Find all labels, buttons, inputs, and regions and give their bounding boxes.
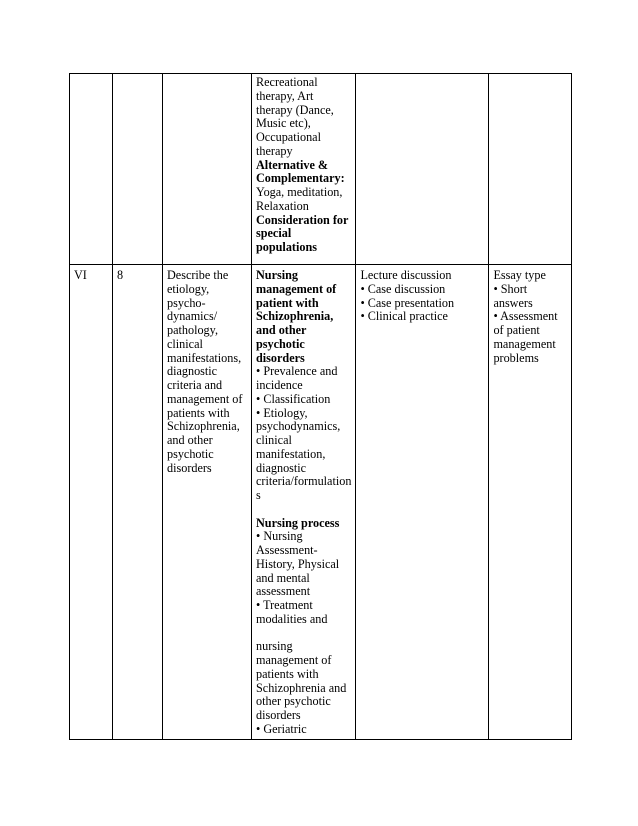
cell-line: Describe the [167,268,229,282]
cell-line: management [493,336,556,351]
cell-line: criteria and [167,378,223,392]
cell-line: Complementary: [256,171,345,186]
cell-line: • Nursing [256,529,303,544]
cell-line: • Short [493,281,528,296]
cell-line: psychodynamics, [256,419,341,434]
cell-line: patient with [256,295,319,310]
cell-line: therapy [256,143,293,158]
cell-line: Schizophrenia and [256,680,347,695]
syllabus-table [69,73,572,740]
cell-line: • Clinical practice [360,309,448,324]
methods-cell [356,74,489,265]
cell-line: nursing [256,639,293,654]
cell-line: psychotic [256,336,305,351]
cell-line: etiology, [167,281,210,296]
cell-line: Schizophrenia, [167,419,240,434]
cell-line: therapy, Art [256,88,314,103]
cell-line: Yoga, meditation, [256,185,343,199]
assessment-cell [489,74,572,265]
cell-line: management of [167,391,243,406]
cell-line: and mental [256,570,310,585]
cell-line: management of [256,653,332,667]
cell-line: other psychotic [256,694,331,709]
cell-line: and other [167,433,213,447]
cell-line: disorders [167,460,212,475]
cell-line: Lecture discussion [360,268,452,282]
unit-number: VI [74,268,87,282]
unit-cell [70,74,113,265]
hours-cell [113,265,163,740]
cell-line: Music etc), [256,116,311,131]
assessment-cell [489,265,572,740]
cell-line: clinical [167,336,203,351]
cell-line: manifestation, [256,446,326,461]
cell-line: therapy (Dance, [256,102,334,117]
cell-line: Relaxation [256,198,309,213]
cell-line: Assessment- [256,543,318,557]
cell-line: Nursing [256,268,298,282]
cell-line [256,503,351,517]
cell-line: • Geriatric [256,721,307,736]
cell-line: • Classification [256,391,331,406]
cell-line: Essay type [493,268,546,282]
cell-line: • Etiology, [256,405,308,420]
cell-line: • Prevalence and [256,364,338,379]
cell-line: Schizophrenia, [256,309,334,324]
cell-line: disorders [256,350,305,365]
content-cell [252,74,356,265]
cell-line: psycho- [167,295,206,310]
cell-line [256,627,351,641]
cell-line: incidence [256,378,303,392]
cell-line: Occupational [256,130,321,144]
cell-line: Alternative & [256,157,329,172]
cell-line: manifestations, [167,350,242,365]
cell-line: History, Physical [256,556,340,571]
cell-line: and other [256,323,307,337]
cell-line: Consideration for [256,212,349,227]
cell-line: criteria/formulation [256,474,352,489]
cell-line: patients with [256,666,319,681]
objectives-cell [163,74,252,265]
cell-line: problems [493,350,539,365]
cell-line: assessment [256,584,311,599]
cell-line: Recreational [256,75,318,89]
hours-value: 8 [117,268,124,282]
content-cell [252,265,356,740]
objectives-cell [163,265,252,740]
methods-cell [356,265,489,740]
hours-cell [113,74,163,265]
cell-line: • Case presentation [360,295,455,310]
table-row [70,74,572,265]
cell-line: of patient [493,323,540,337]
cell-line: clinical [256,433,292,447]
cell-line: • Treatment [256,598,313,612]
cell-line: patients with [167,405,230,420]
cell-line: s [256,488,261,502]
cell-line: psychotic [167,446,214,461]
table-row [70,265,572,740]
cell-line: diagnostic [256,460,307,475]
cell-line: populations [256,240,317,254]
cell-line: pathology, [167,323,218,337]
cell-line: diagnostic [167,364,218,379]
cell-line: answers [493,295,533,310]
cell-line: management of [256,281,337,296]
cell-line: dynamics/ [167,309,218,324]
cell-line: • Assessment [493,309,558,324]
cell-line: Nursing process [256,515,340,530]
cell-line: modalities and [256,611,328,626]
cell-line: disorders [256,708,301,722]
cell-line: special [256,226,292,241]
unit-cell [70,265,113,740]
cell-line: • Case discussion [360,281,446,296]
